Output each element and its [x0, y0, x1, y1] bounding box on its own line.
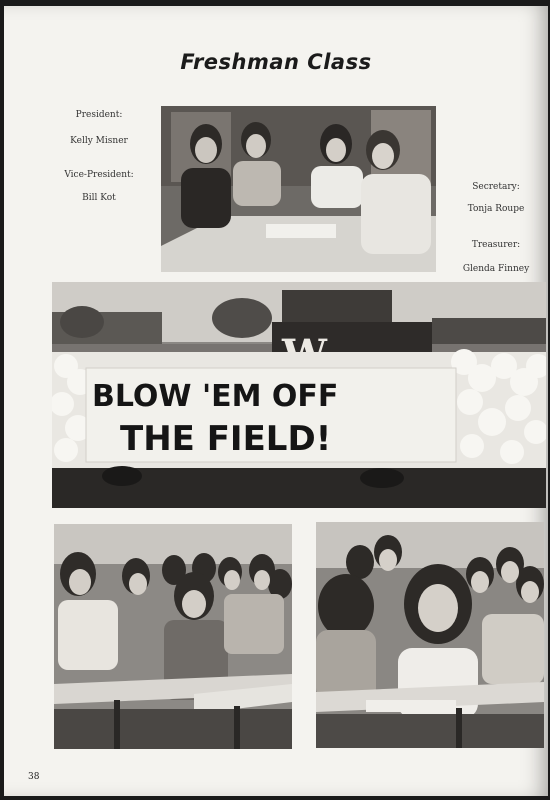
page-title: Freshman Class: [180, 50, 372, 74]
page-number: 38: [28, 772, 40, 782]
banner-line-1: BLOW 'EM OFF: [92, 379, 339, 414]
officers-photo: [161, 106, 436, 272]
yearbook-page: [4, 6, 548, 796]
banner-line-2: THE FIELD!: [120, 419, 332, 459]
vice-president-name: Bill Kot: [82, 193, 116, 203]
homecoming-float-photo: [52, 282, 546, 508]
president-name: Kelly Misner: [70, 136, 128, 146]
secretary-role: Secretary:: [472, 182, 520, 192]
secretary-name: Tonja Roupe: [467, 204, 525, 214]
treasurer-role: Treasurer:: [471, 240, 521, 250]
president-role: President:: [75, 110, 123, 120]
treasurer-name: Glenda Finney: [462, 264, 530, 274]
vice-president-role: Vice-President:: [64, 170, 134, 180]
classroom-photo-left: [54, 524, 292, 749]
classroom-photo-right: [316, 522, 544, 748]
